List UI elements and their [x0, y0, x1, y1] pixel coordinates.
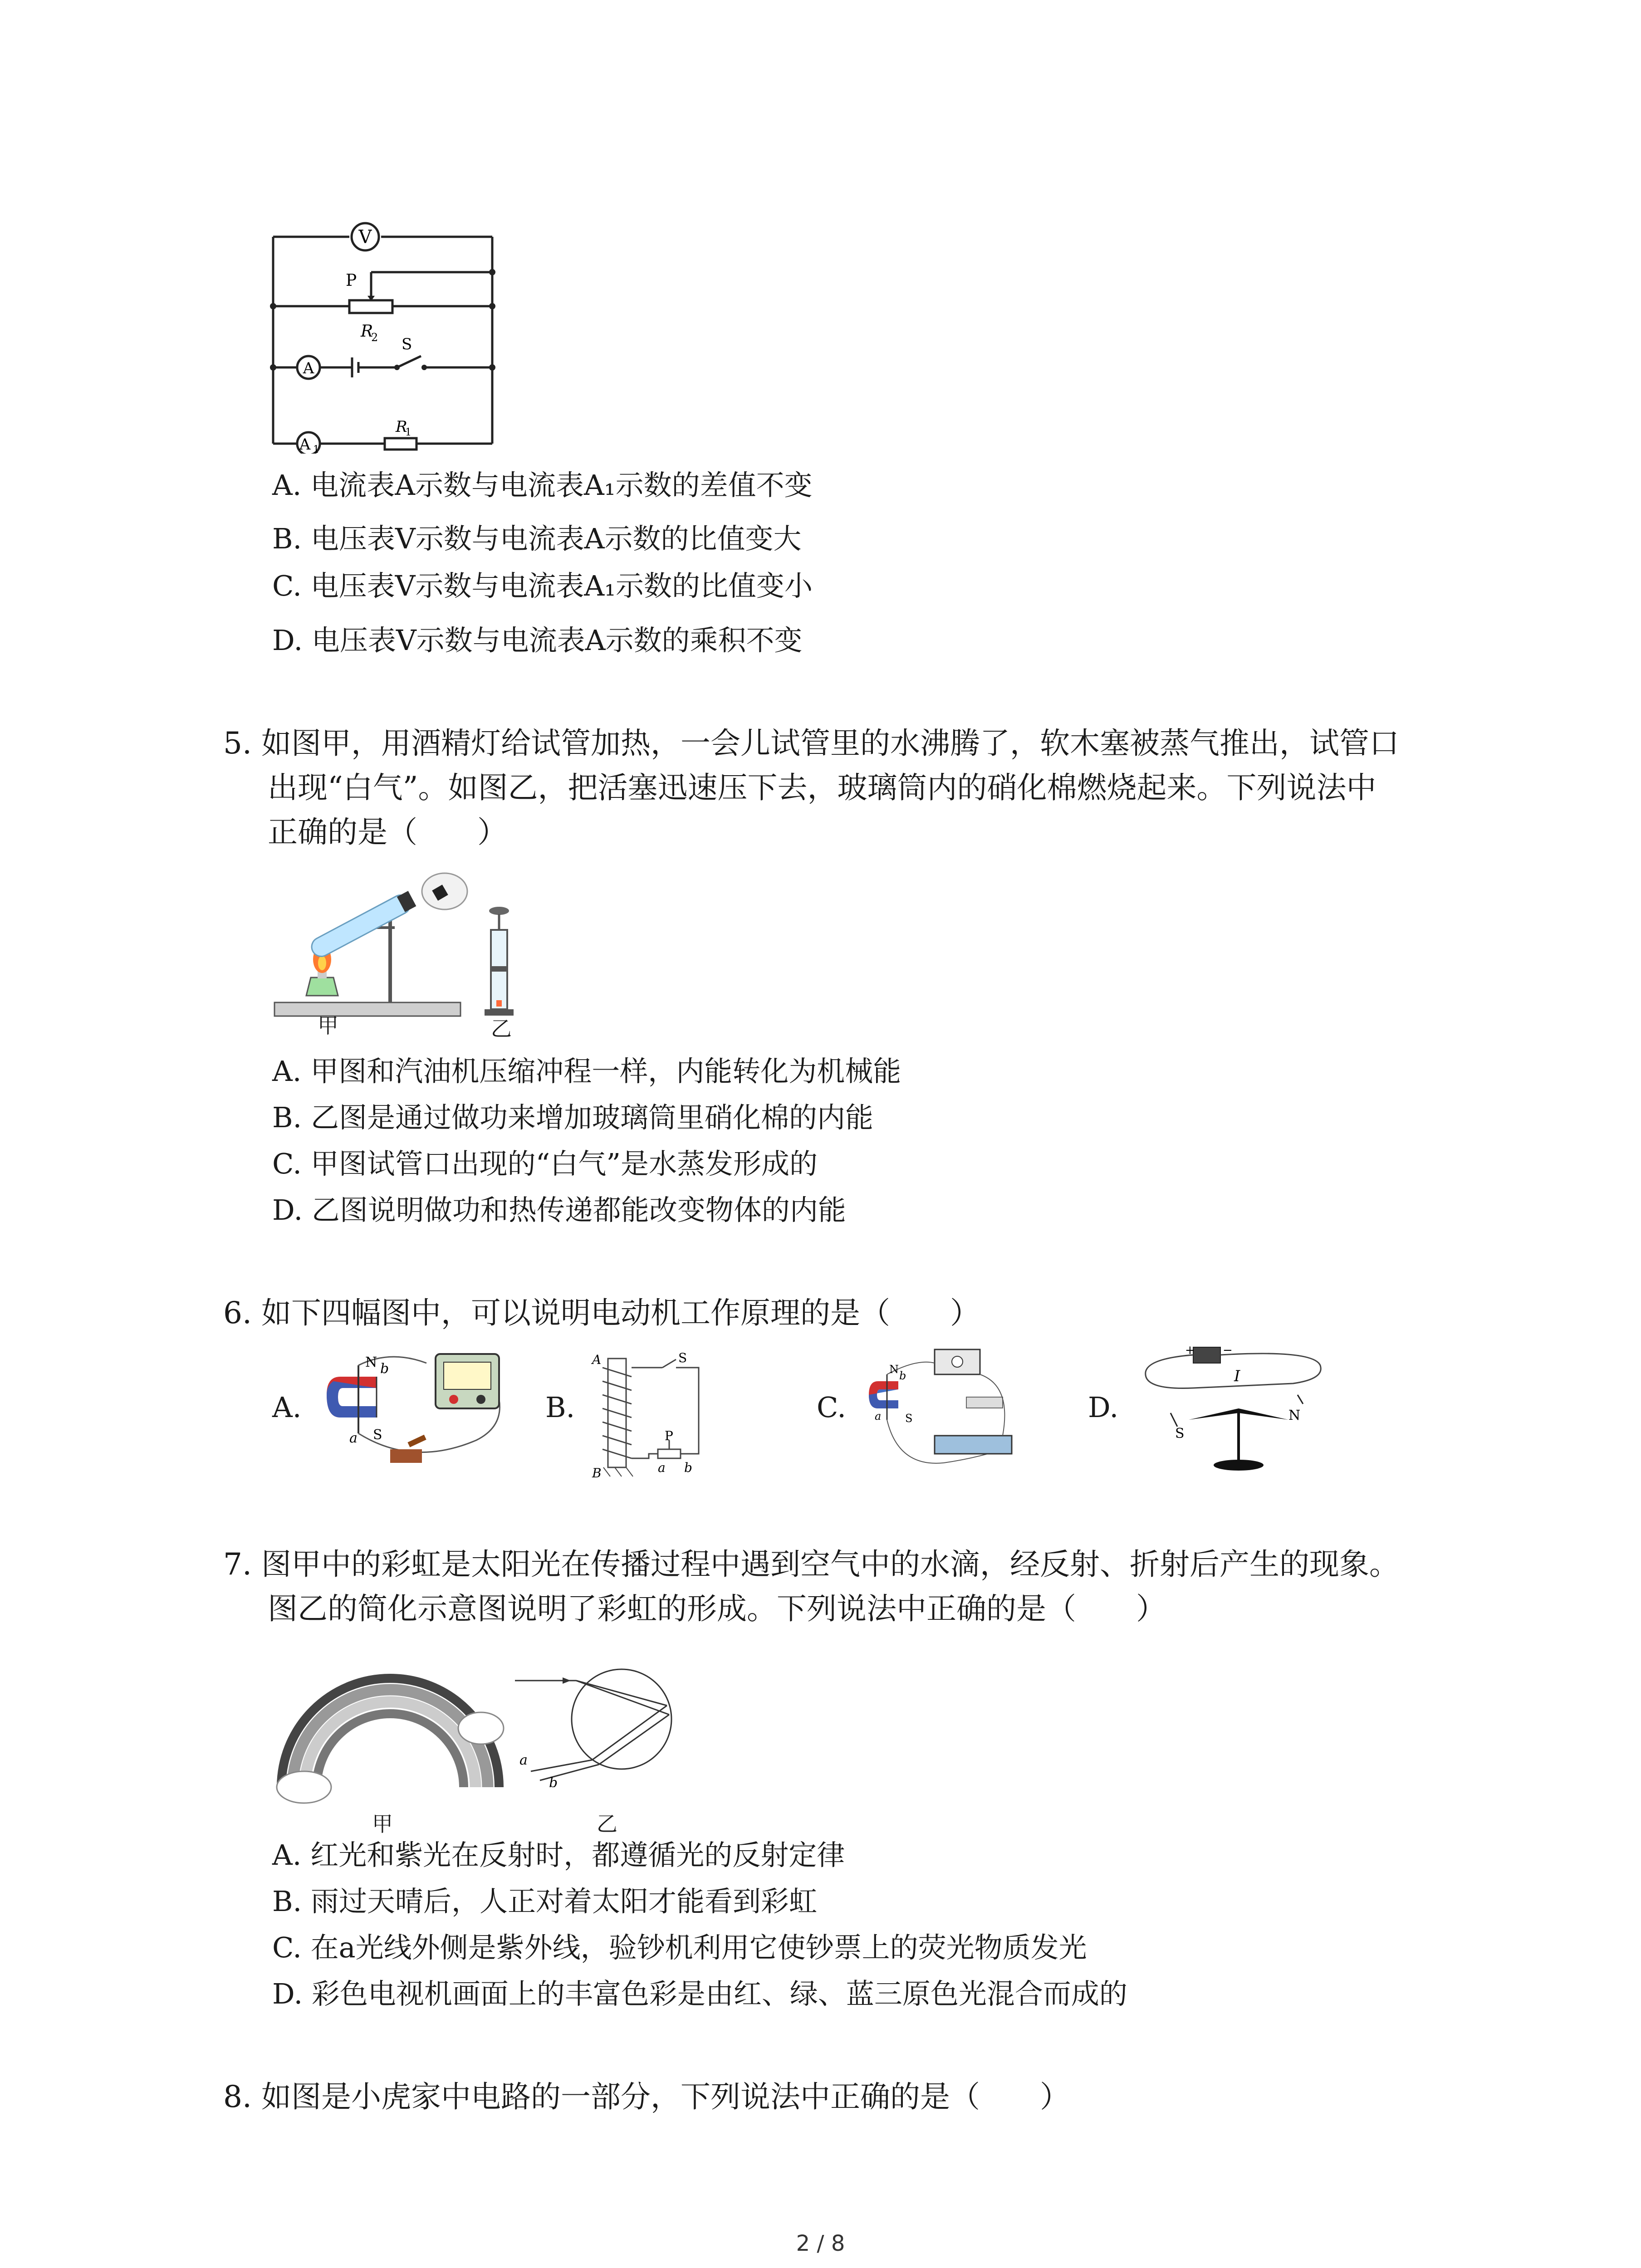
- q6-stem-text: 6. 如下四幅图中，可以说明电动机工作原理的是（ ）: [223, 1295, 980, 1330]
- q6-c-n-label: N: [889, 1363, 899, 1376]
- q5-stem-line-2: 出现“白气”。如图乙，把活塞迅速压下去，玻璃筒内的硝化棉燃烧起来。下列说法中: [268, 770, 1376, 805]
- q6-a-a-label: a: [349, 1430, 358, 1446]
- q6-figure-a-magnet-galvanometer[interactable]: [322, 1349, 513, 1476]
- q7-stem: [223, 1542, 1457, 1631]
- q4-option-c[interactable]: C. 电压表V示数与电流表A₁示数的比值变小: [272, 569, 813, 602]
- q6-choice-b-label[interactable]: B.: [545, 1391, 575, 1424]
- q8-stem: [223, 2075, 1457, 2119]
- q4-option-d[interactable]: D. 电压表V示数与电流表A示数的乘积不变: [272, 624, 803, 657]
- ammeter-a1-subscript: 1: [313, 444, 319, 454]
- page-number: 2 / 8: [796, 2231, 845, 2256]
- q6-b-p-label: P: [665, 1428, 673, 1443]
- r1-subscript: 1: [405, 427, 411, 438]
- q6-stem: [223, 1291, 1457, 1335]
- q4-option-b[interactable]: B. 电压表V示数与电流表A示数的比值变大: [272, 522, 802, 555]
- q6-figure-d-oersted-compass[interactable]: [1134, 1340, 1334, 1476]
- q7-figure-jia-rainbow: [272, 1642, 508, 1805]
- r2-label: R: [361, 322, 373, 341]
- q7-option-c[interactable]: C. 在a光线外侧是紫外线，验钞机利用它使钞票上的荧光物质发光: [272, 1931, 1087, 1964]
- q4-option-a[interactable]: A. 电流表A示数与电流表A₁示数的差值不变: [272, 469, 813, 502]
- q6-choice-a-label[interactable]: A.: [272, 1391, 302, 1424]
- q6-b-la-label: a: [658, 1460, 666, 1475]
- q6-d-plus-label: +: [1185, 1344, 1195, 1357]
- q5-stem-line-1: 5. 如图甲，用酒精灯给试管加热，一会儿试管里的水沸腾了，软木塞被蒸气推出，试管口: [223, 726, 1399, 761]
- q5-stem-line-3: 正确的是（ ）: [268, 815, 507, 850]
- q7-option-a[interactable]: A. 红光和紫光在反射时，都遵循光的反射定律: [272, 1838, 845, 1872]
- q6-b-s-label: S: [678, 1350, 687, 1365]
- q7-ray-a-label: a: [519, 1752, 528, 1768]
- q5-caption-yi: 乙: [491, 1017, 512, 1041]
- q6-d-minus-label: −: [1223, 1344, 1233, 1357]
- q7-option-d[interactable]: D. 彩色电视机画面上的丰富色彩是由红、绿、蓝三原色光混合而成的: [272, 1977, 1127, 2010]
- q6-b-b-label: B: [592, 1466, 602, 1481]
- r2-subscript: 2: [371, 331, 378, 344]
- q5-option-b[interactable]: B. 乙图是通过做功来增加玻璃筒里硝化棉的内能: [272, 1101, 873, 1134]
- ammeter-a1-label: A: [299, 435, 311, 454]
- q6-a-n-label: N: [365, 1354, 377, 1370]
- q6-d-s-label: S: [1175, 1426, 1185, 1442]
- q6-figure-c-magnet-circuit[interactable]: [862, 1345, 1043, 1481]
- q7-caption-jia: 甲: [372, 1812, 393, 1836]
- switch-s-label: S: [402, 335, 412, 353]
- q7-stem-line-1: 7. 图甲中的彩虹是太阳光在传播过程中遇到空气中的水滴，经反射、折射后产生的现象。: [223, 1547, 1399, 1582]
- q7-stem-line-2: 图乙的简化示意图说明了彩虹的形成。下列说法中正确的是（ ）: [268, 1591, 1166, 1626]
- slider-p-label: P: [346, 271, 357, 290]
- q6-choice-c-label[interactable]: C.: [817, 1391, 846, 1424]
- q5-option-d[interactable]: D. 乙图说明做功和热传递都能改变物体的内能: [272, 1193, 846, 1227]
- q6-c-b-label: b: [899, 1369, 906, 1382]
- q5-stem: [223, 721, 1457, 855]
- q7-option-b[interactable]: B. 雨过天晴后，人正对着太阳才能看到彩虹: [272, 1885, 817, 1918]
- q6-d-n-label: N: [1288, 1408, 1301, 1423]
- q6-c-s-label: S: [905, 1412, 913, 1425]
- q6-a-b-label: b: [380, 1361, 389, 1377]
- q5-figure-jia-test-tube: [270, 864, 470, 1027]
- q6-d-current-label: I: [1234, 1367, 1240, 1385]
- q5-option-a[interactable]: A. 甲图和汽油机压缩冲程一样，内能转化为机械能: [272, 1055, 901, 1088]
- q6-b-lb-label: b: [684, 1460, 692, 1475]
- ammeter-a-label: A: [303, 359, 314, 377]
- q6-c-a-label: a: [875, 1410, 882, 1422]
- q7-ray-b-label: b: [549, 1775, 558, 1787]
- q7-caption-yi: 乙: [597, 1812, 617, 1836]
- voltmeter-label: V: [358, 227, 372, 248]
- q7-figure-yi-water-drop-diagram: [513, 1651, 685, 1787]
- q6-a-s-label: S: [373, 1427, 382, 1443]
- q8-stem-text: 8. 如图是小虎家中电路的一部分，下列说法中正确的是（ ）: [223, 2079, 1070, 2114]
- q6-choice-d-label[interactable]: D.: [1088, 1391, 1119, 1424]
- q5-caption-jia: 甲: [318, 1013, 338, 1038]
- q5-option-c[interactable]: C. 甲图试管口出现的“白气”是水蒸发形成的: [272, 1147, 818, 1180]
- r1-label: R: [396, 418, 407, 436]
- q6-figure-b-electromagnet[interactable]: [590, 1349, 744, 1481]
- q6-b-a-label: A: [592, 1352, 602, 1367]
- q5-figure-yi-piston-cylinder: [472, 903, 526, 1021]
- q4-circuit-diagram: [268, 218, 504, 454]
